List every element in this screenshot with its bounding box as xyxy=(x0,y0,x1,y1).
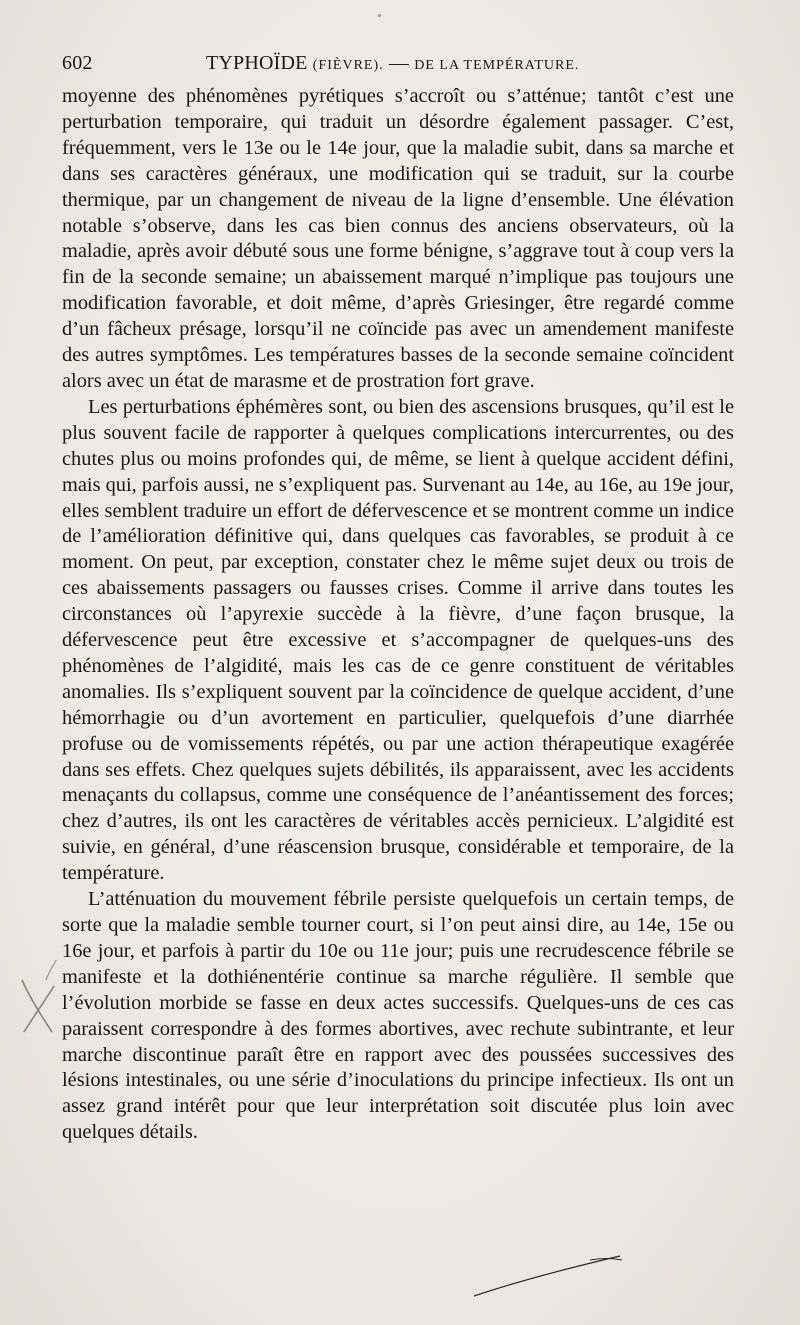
handwritten-cross-mark xyxy=(12,950,62,1040)
paragraph-2: Les perturbations éphémères sont, ou bien des ascensions brusques, qu’il est le plus souvent facile de rapporter à quelques complications intercurrentes, ou des chutes plus ou moins profondes qui, de même, se lient à quelque accident défini, mais qui, parfois aussi, ne s’expliquent pas. Survenant au 14e, au 16e, au 19e jour, elles semblent traduire un effort de défervescence et se montrent comme un indice de l’amélioration définitive qui, dans quelques cas favorables, se produit à ce moment. On peut, par exception, constater chez le même sujet deux ou trois de ces abaissements passagers ou fausses crises. Comme il arrive dans toutes les circonstances où l’apyrexie succède à la fièvre, d’une façon brusque, la défervescence peut être excessive et s’accompagner de quelques-uns des phénomènes de l’algidité, mais les cas de ce genre constituent de véritables anomalies. Ils s’expliquent souvent par la coïncidence de quelque accident, d’une hémorrhagie ou d’un avortement en particulier, quelquefois d’une diarrhée profuse ou de vomissements répétés, ou par une action thérapeutique exagérée dans ses effets. Chez quelques sujets débilités, ils apparaissent, avec les accidents menaçants du collapsus, comme une conséquence de l’anéantissement des forces; chez d’autres, ils ont les caractères de véritables accès pernicieux. L’algidité est suivie, en général, d’une réascension brusque, considérable et temporaire, de la température. xyxy=(62,395,734,885)
paragraph-1: moyenne des phénomènes pyrétiques s’accroît ou s’atténue; tantôt c’est une perturbation temporaire, qui traduit un désordre également passager. C’est, fréquemment, vers le 13e ou le 14e jour, que la maladie subit, dans sa marche et dans ses caractères généraux, une modification qui se traduit, sur la courbe thermique, par un changement de niveau de la ligne d’ensemble. Une élévation notable s’observe, dans les cas bien connus des anciens observateurs, où la maladie, après avoir débuté sous une forme bénigne, s’aggrave tout à coup vers la fin de la seconde semaine; un abaissement marqué n’implique pas toujours une modification favorable, et doit même, d’après Griesinger, être regardé comme d’un fâcheux présage, lorsqu’il ne coïncide pas avec un amendement manifeste des autres symptômes. Les températures basses de la seconde semaine coïncident alors avec un état de marasme et de prostration fort grave. xyxy=(62,85,734,392)
pen-stroke-mark xyxy=(470,1250,630,1300)
running-head-separator: — xyxy=(388,52,410,74)
running-head-subtitle: (FIÈVRE). xyxy=(312,58,384,73)
page-header xyxy=(62,52,742,80)
running-head-title: TYPHOÏDE xyxy=(206,52,308,74)
body-text xyxy=(62,84,734,1146)
page-number: 602 xyxy=(62,52,93,74)
running-head xyxy=(206,52,579,75)
running-head-section: DE LA TEMPÉRATURE. xyxy=(414,58,580,73)
print-speck xyxy=(378,14,381,17)
paragraph-3: L’atténuation du mouvement fébrile persiste quelquefois un certain temps, de sorte que la maladie semble tourner court, si l’on peut ainsi dire, au 14e, 15e ou 16e jour, et parfois à partir du 10e ou 11e jour; puis une recrudescence fébrile se manifeste et la dothiénentérie continue sa marche régulière. Il semble que l’évolution morbide se fasse en deux actes successifs. Quelques-uns de ces cas paraissent correspondre à des formes abortives, avec rechute subintrante, et leur marche discontinue paraît être en rapport avec des poussées successives des lésions intestinales, ou une série d’inoculations du principe infectieux. Ils ont un assez grand intérêt pour que leur interprétation soit discutée plus loin avec quelques détails. xyxy=(62,888,734,1144)
